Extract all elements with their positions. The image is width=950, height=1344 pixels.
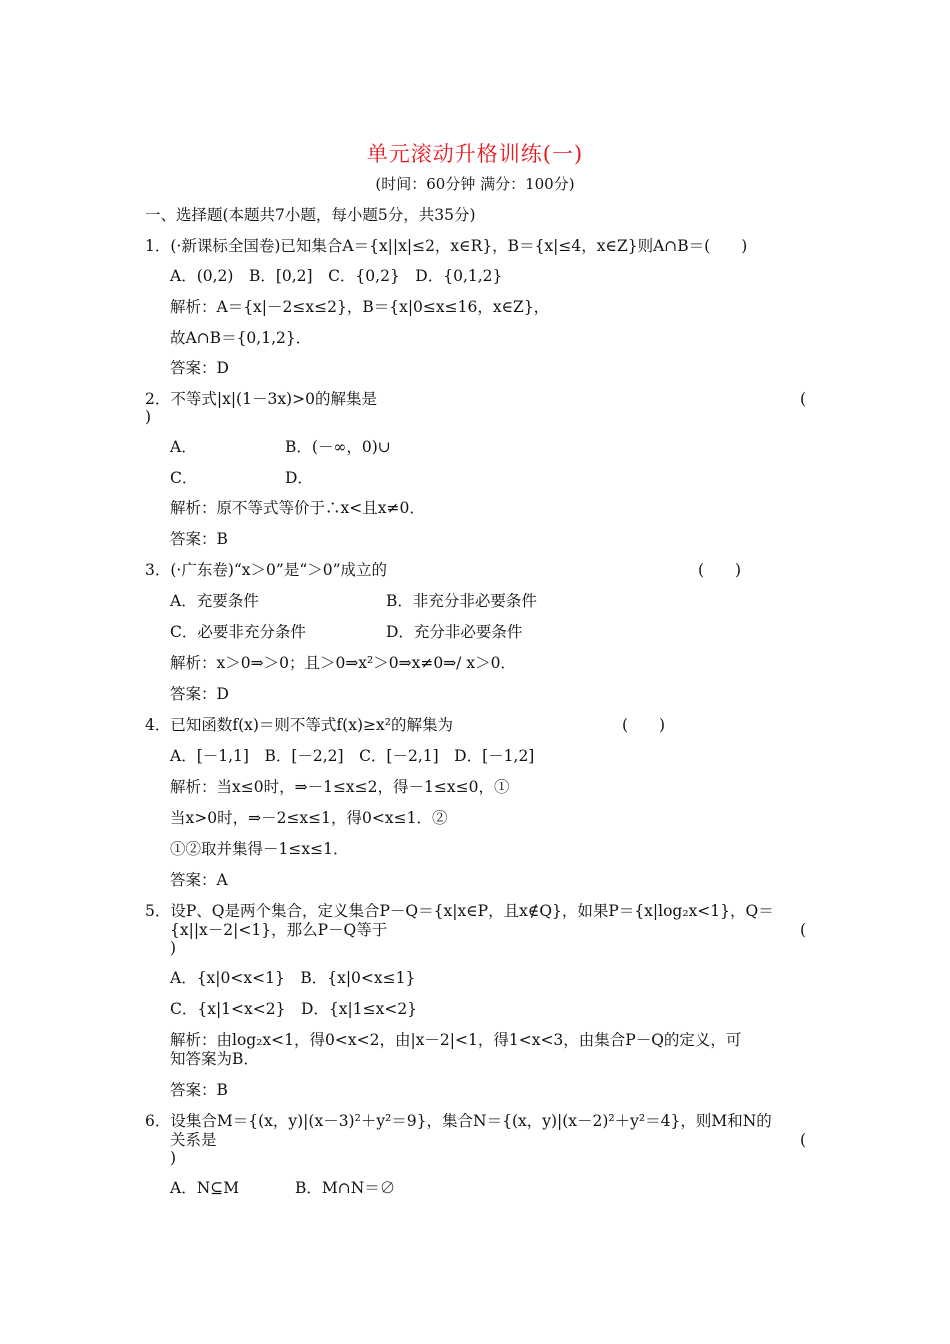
q2-option-c: C．: [170, 469, 198, 487]
page-subtitle: (时间：60分钟 满分：100分): [375, 175, 575, 193]
q5-paren-open: (: [800, 921, 807, 939]
q3-answer: 答案：D: [170, 685, 229, 703]
page-title: 单元滚动升格训练(一): [366, 142, 584, 166]
q4-options: A．[－1,1] B．[－2,2] C．[－2,1] D．[－1,2]: [170, 747, 535, 765]
q4-answer: 答案：A: [170, 871, 228, 889]
q1-answer: 答案：D: [170, 359, 229, 377]
q3-option-c: C．必要非充分条件: [170, 623, 306, 641]
q4-paren: ( ): [622, 716, 666, 734]
q2-option-a: A．: [170, 438, 197, 456]
q2-option-d: D．: [285, 469, 313, 487]
q4-analysis-3: ①②取并集得－1≤x≤1．: [170, 840, 349, 858]
q6-paren-open: (: [800, 1131, 807, 1149]
q5-paren-close: ): [170, 939, 177, 957]
q5-analysis-2: 知答案为B．: [170, 1050, 259, 1068]
q3-option-a: A．充要条件: [170, 592, 259, 610]
q2-answer: 答案：B: [170, 530, 228, 548]
q3-stem: 3．(·广东卷)“x＞0”是“＞0”成立的: [145, 561, 388, 579]
q1-analysis-2: 故A∩B＝{0,1,2}．: [170, 329, 312, 347]
q4-stem: 4．已知函数f(x)＝则不等式f(x)≥x²的解集为: [145, 716, 453, 734]
q6-option-b: B．M∩N＝∅: [295, 1179, 396, 1197]
q4-analysis-1: 解析：当x≤0时，⇒－1≤x≤2，得－1≤x≤0，①: [170, 778, 510, 796]
q2-option-b: B．(－∞，0)∪: [285, 438, 391, 456]
q6-stem-2: 关系是: [170, 1131, 217, 1149]
q5-answer: 答案：B: [170, 1081, 228, 1099]
q5-analysis-1: 解析：由log₂x<1，得0<x<2，由|x－2|<1，得1<x<3，由集合P－Q的定义，可: [170, 1031, 742, 1049]
q5-stem-1: 5．设P、Q是两个集合，定义集合P－Q＝{x|x∈P，且x∉Q}，如果P＝{x|log₂x<1}，Q＝: [145, 902, 774, 920]
q1-stem: 1．(·新课标全国卷)已知集合A＝{x||x|≤2，x∈R}，B＝{x|≤4，x∈Z}则A∩B＝( ): [145, 237, 748, 255]
q5-options-ab: A．{x|0<x<1} B．{x|0<x≤1}: [170, 969, 416, 987]
q1-analysis-1: 解析：A＝{x|－2≤x≤2}，B＝{x|0≤x≤16，x∈Z}，: [170, 298, 550, 316]
q3-paren: ( ): [698, 561, 742, 579]
q2-paren-open: (: [800, 390, 807, 408]
q1-options: A．(0,2) B．[0,2] C．{0,2} D．{0,1,2}: [170, 267, 503, 285]
section-heading: 一、选择题(本题共7小题，每小题5分，共35分): [145, 206, 476, 224]
q3-analysis: 解析：x＞0⇒＞0；且＞0⇒x²＞0⇒x≠0⇒/ x＞0．: [170, 654, 516, 672]
q3-option-b: B．非充分非必要条件: [386, 592, 537, 610]
q5-options-cd: C．{x|1<x<2} D．{x|1≤x<2}: [170, 1000, 418, 1018]
q6-stem-1: 6．设集合M＝{(x，y)|(x－3)²＋y²＝9}，集合N＝{(x，y)|(x－2)²＋y²＝4}，则M和N的: [145, 1112, 772, 1130]
q6-option-a: A．N⊆M: [170, 1179, 240, 1197]
q3-option-d: D．充分非必要条件: [386, 623, 523, 641]
q4-analysis-2: 当x>0时，⇒－2≤x≤1，得0<x≤1．②: [170, 809, 448, 827]
q2-paren-close: ): [145, 408, 152, 426]
q2-stem: 2．不等式|x|(1－3x)>0的解集是: [145, 390, 377, 408]
q2-analysis: 解析：原不等式等价于∴x<且x≠0．: [170, 499, 425, 517]
q6-paren-close: ): [170, 1149, 177, 1167]
q5-stem-2: {x||x－2|<1}，那么P－Q等于: [170, 921, 388, 939]
